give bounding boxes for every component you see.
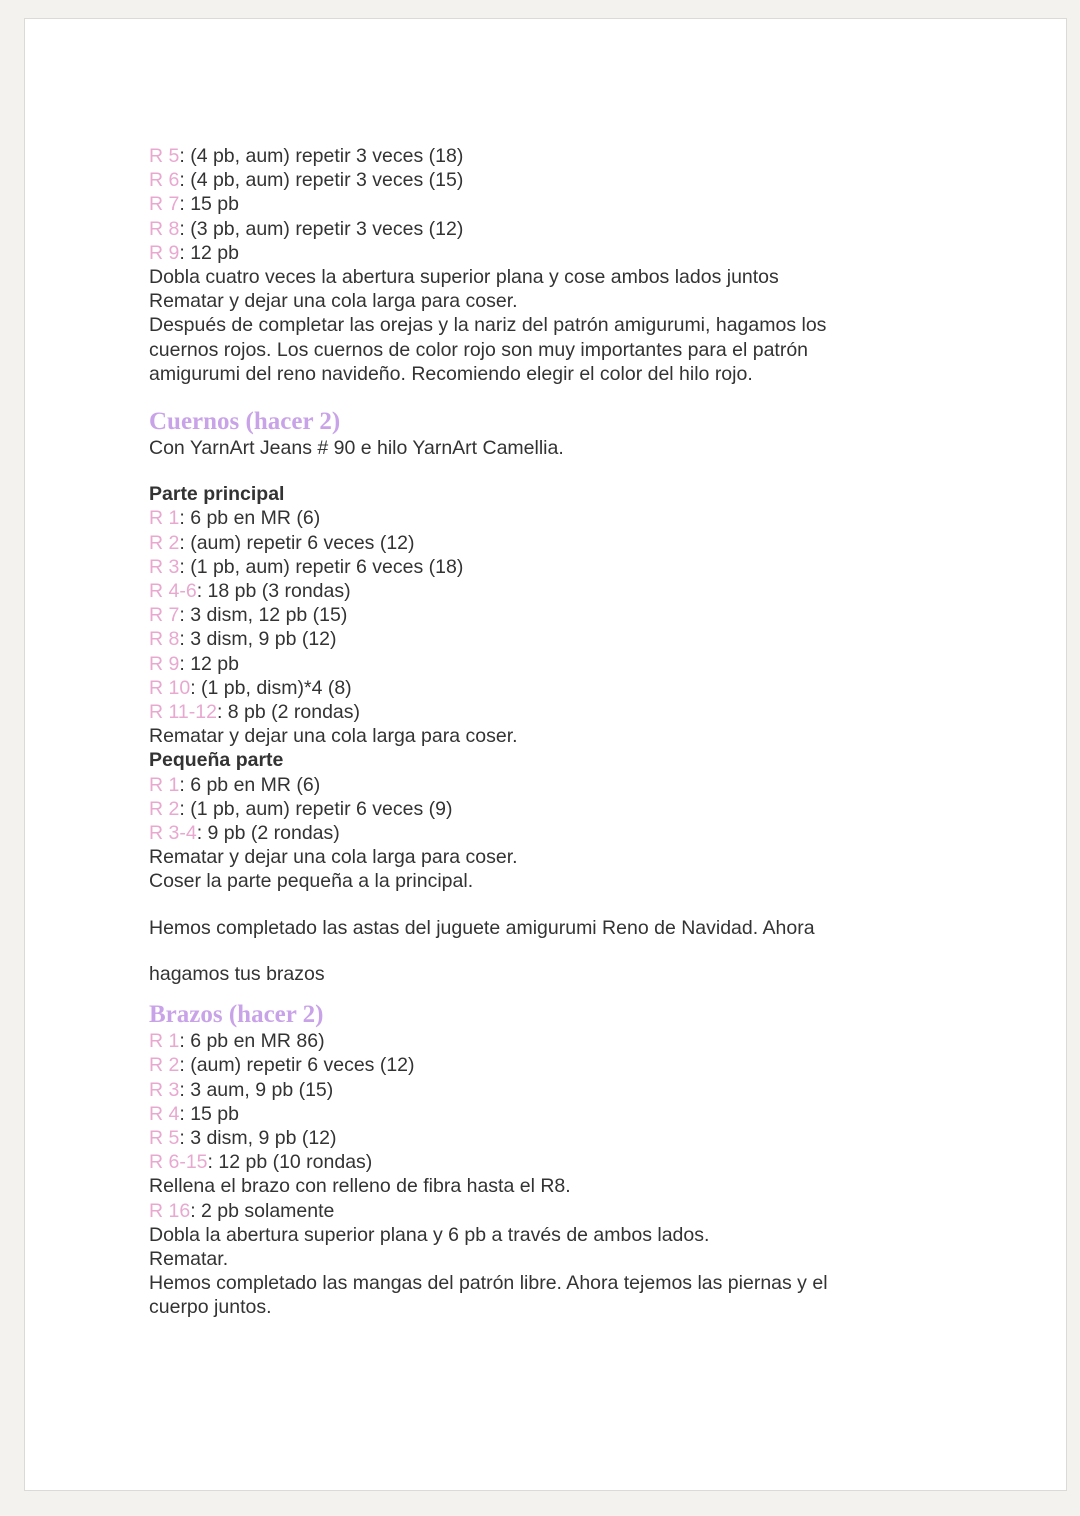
round-instruction: : 2 pb solamente (190, 1199, 335, 1222)
round-list (149, 1029, 909, 1174)
round-list (149, 773, 909, 846)
subheading-small-part: Pequeña parte (149, 749, 284, 772)
round-instruction: : 6 pb en MR (6) (179, 507, 321, 530)
round-instruction: : 3 dism, 9 pb (12) (179, 1126, 337, 1149)
round-instruction: : 12 pb (179, 652, 239, 675)
round-line (149, 627, 909, 651)
round-line (149, 241, 909, 265)
paragraph: Coser la parte pequeña a la principal. (149, 870, 474, 893)
round-label: R 1 (149, 1030, 180, 1053)
round-label: R 3-4 (149, 822, 197, 845)
paragraph: cuernos rojos. Los cuernos de color rojo son muy importantes para el patrón (149, 338, 809, 361)
round-line (149, 1199, 909, 1223)
round-label: R 9 (149, 241, 180, 264)
round-line (149, 676, 909, 700)
round-instruction: : 15 pb (179, 1102, 239, 1125)
round-instruction: : 12 pb (179, 241, 239, 264)
round-list (149, 506, 909, 724)
round-instruction: : 12 pb (10 rondas) (207, 1151, 373, 1174)
round-label: R 6 (149, 169, 180, 192)
round-line (149, 217, 909, 241)
round-label: R 2 (149, 531, 180, 554)
round-line (149, 555, 909, 579)
paragraph: amigurumi del reno navideño. Recomiendo elegir el color del hilo rojo. (149, 362, 753, 385)
round-instruction: : (aum) repetir 6 veces (12) (179, 1054, 415, 1077)
yarn-note: Con YarnArt Jeans # 90 e hilo YarnArt Camellia. (149, 437, 564, 460)
round-instruction: : (3 pb, aum) repetir 3 veces (12) (179, 217, 464, 240)
round-instruction: : (1 pb, aum) repetir 6 veces (9) (179, 797, 453, 820)
round-line (149, 168, 909, 192)
round-label: R 1 (149, 773, 180, 796)
round-instruction: : (4 pb, aum) repetir 3 veces (18) (179, 145, 464, 167)
round-line (149, 652, 909, 676)
round-line (149, 603, 909, 627)
round-label: R 5 (149, 145, 180, 167)
round-line (149, 797, 909, 821)
round-instruction: : (4 pb, aum) repetir 3 veces (15) (179, 169, 464, 192)
round-line (149, 773, 909, 797)
round-line (149, 1102, 909, 1126)
round-instruction: : 8 pb (2 rondas) (216, 701, 361, 724)
round-label: R 3 (149, 1078, 180, 1101)
section-heading-cuernos: Cuernos (hacer 2) (149, 408, 341, 436)
round-instruction: : 15 pb (179, 193, 239, 216)
round-instruction: : 3 aum, 9 pb (15) (179, 1078, 334, 1101)
paragraph: Rellena el brazo con relleno de fibra hasta el R8. (149, 1175, 571, 1198)
round-label: R 7 (149, 604, 180, 627)
round-line (149, 506, 909, 530)
pattern-text (149, 144, 909, 1320)
round-label: R 1 (149, 507, 180, 530)
round-line (149, 1150, 909, 1174)
round-label: R 3 (149, 555, 180, 578)
round-label: R 8 (149, 628, 180, 651)
round-line (149, 579, 909, 603)
subheading-main-part: Parte principal (149, 483, 285, 506)
round-label: R 11-12 (149, 701, 217, 724)
round-line (149, 1029, 909, 1053)
round-label: R 8 (149, 217, 180, 240)
round-instruction: : 9 pb (2 rondas) (196, 822, 340, 845)
round-line (149, 1053, 909, 1077)
round-instruction: : 6 pb en MR (6) (179, 773, 321, 796)
round-line (149, 1126, 909, 1150)
round-label: R 16 (149, 1199, 191, 1222)
round-label: R 5 (149, 1126, 180, 1149)
round-line (149, 821, 909, 845)
round-line (149, 1078, 909, 1102)
paragraph: Después de completar las orejas y la nariz del patrón amigurumi, hagamos los (149, 314, 827, 337)
round-instruction: : 6 pb en MR 86) (179, 1030, 325, 1053)
round-label: R 2 (149, 797, 180, 820)
round-label: R 7 (149, 193, 180, 216)
paragraph: Rematar y dejar una cola larga para coser. (149, 290, 518, 313)
document-page (24, 18, 1067, 1491)
round-instruction: : 3 dism, 12 pb (15) (179, 604, 348, 627)
round-label: R 4-6 (149, 580, 197, 603)
paragraph: cuerpo juntos. (149, 1296, 272, 1319)
paragraph: hagamos tus brazos (149, 962, 325, 985)
paragraph: Dobla cuatro veces la abertura superior plana y cose ambos lados juntos (149, 266, 779, 289)
paragraph: Hemos completado las mangas del patrón libre. Ahora tejemos las piernas y el (149, 1272, 828, 1295)
round-line (149, 192, 909, 216)
round-label: R 6-15 (149, 1151, 208, 1174)
paragraph: Hemos completado las astas del juguete amigurumi Reno de Navidad. Ahora (149, 916, 815, 939)
paragraph: Dobla la abertura superior plana y 6 pb a través de ambos lados. (149, 1223, 710, 1246)
paragraph: Rematar. (149, 1247, 229, 1270)
paragraph: Rematar y dejar una cola larga para coser. (149, 725, 518, 748)
round-label: R 10 (149, 676, 191, 699)
round-line (149, 700, 909, 724)
round-label: R 4 (149, 1102, 180, 1125)
round-label: R 9 (149, 652, 180, 675)
round-instruction: : (aum) repetir 6 veces (12) (179, 531, 415, 554)
section-heading-brazos: Brazos (hacer 2) (149, 1001, 324, 1029)
round-instruction: : 3 dism, 9 pb (12) (179, 628, 337, 651)
paragraph: Rematar y dejar una cola larga para coser. (149, 846, 518, 869)
round-label: R 2 (149, 1054, 180, 1077)
round-instruction: : (1 pb, dism)*4 (8) (190, 676, 352, 699)
round-instruction: : (1 pb, aum) repetir 6 veces (18) (179, 555, 464, 578)
round-line (149, 531, 909, 555)
round-instruction: : 18 pb (3 rondas) (196, 580, 351, 603)
round-line (149, 144, 909, 168)
round-list (149, 144, 909, 265)
